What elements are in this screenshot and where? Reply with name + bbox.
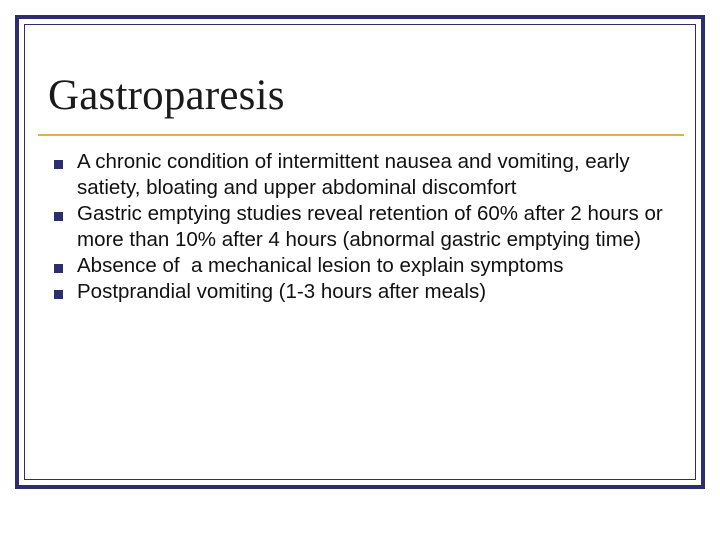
square-bullet-icon [54, 160, 63, 169]
bullet-item [52, 149, 682, 201]
slide-title: Gastroparesis [48, 72, 285, 119]
bullet-text: Postprandial vomiting (1-3 hours after meals) [77, 280, 487, 303]
bullet-item [52, 201, 682, 253]
bullet-item [52, 279, 682, 305]
square-bullet-icon [54, 290, 63, 299]
square-bullet-icon [54, 264, 63, 273]
bullet-text: Absence of a mechanical lesion to explain symptoms [77, 254, 564, 277]
bullet-text: A chronic condition of intermittent nausea and vomiting, early satiety, bloating and upper abdominal discomfort [77, 150, 630, 199]
title-divider [38, 134, 684, 136]
bullet-item [52, 253, 682, 279]
bullet-list [52, 149, 682, 305]
bullet-text: Gastric emptying studies reveal retention of 60% after 2 hours or more than 10% after 4 hours (abnormal gastric emptying time) [77, 202, 663, 251]
square-bullet-icon [54, 212, 63, 221]
